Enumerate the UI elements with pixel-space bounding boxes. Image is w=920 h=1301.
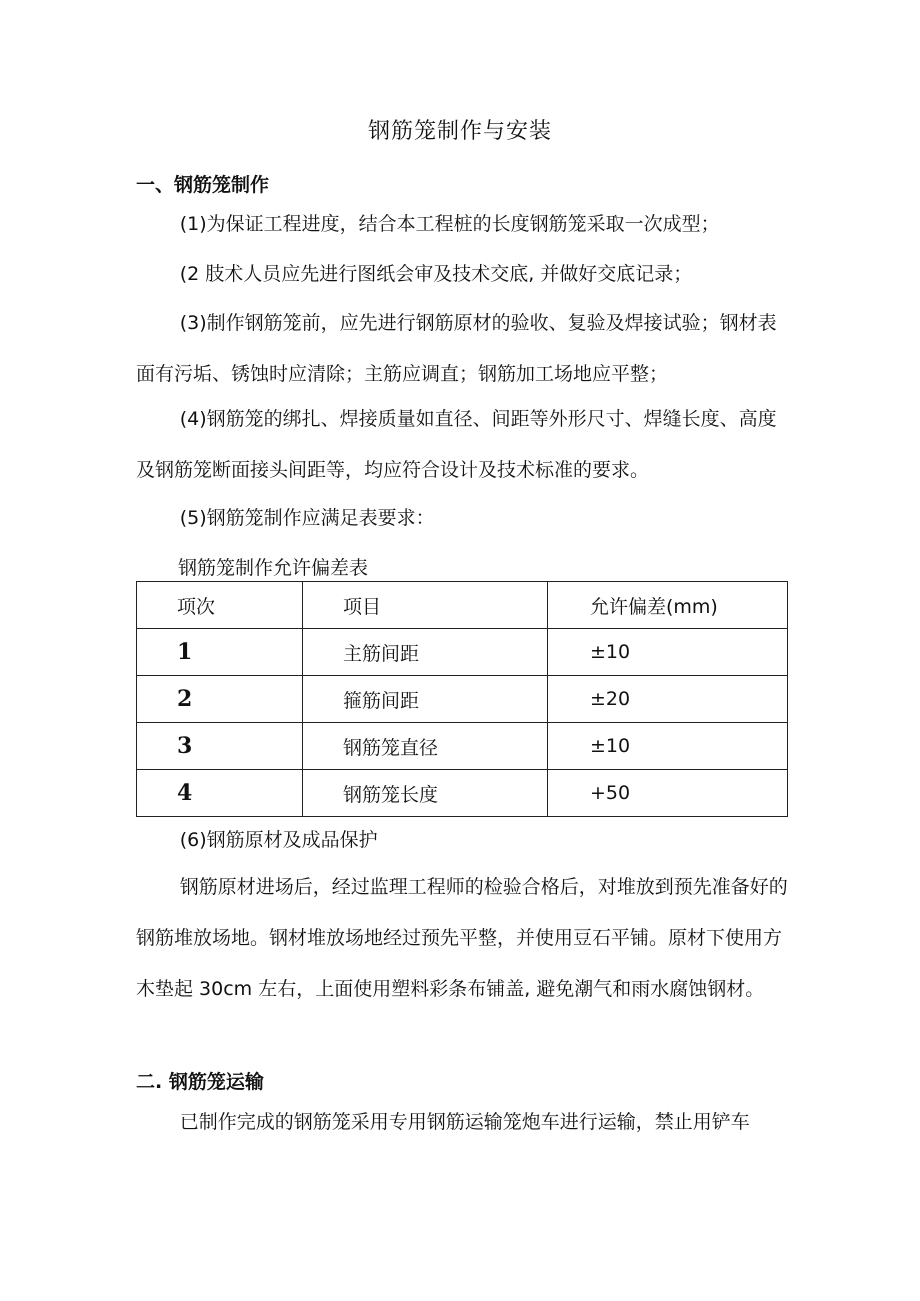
table-header-tolerance: 允许偏差(mm): [548, 582, 788, 629]
table-header-row: [137, 582, 788, 629]
row-item: 钢筋笼直径: [303, 723, 548, 770]
row-item: 主筋间距: [303, 629, 548, 676]
paragraph-transport: 已制作完成的钢筋笼采用专用钢筋运输笼炮车进行运输，禁止用铲车: [179, 1111, 750, 1133]
row-item: 箍筋间距: [303, 676, 548, 723]
paragraph-2: (2 肢术人员应先进行图纸会审及技术交底, 并做好交底记录；: [179, 263, 693, 285]
row-no: 2: [137, 676, 303, 723]
row-no: 3: [137, 723, 303, 770]
paragraph-1: (1)为保证工程进度，结合本工程桩的长度钢筋笼采取一次成型；: [179, 213, 720, 235]
row-tolerance: ±10: [548, 723, 788, 770]
row-no: 4: [137, 770, 303, 817]
table-row: [137, 770, 788, 817]
row-no: 1: [137, 629, 303, 676]
row-tolerance: ±20: [548, 676, 788, 723]
table-row: [137, 723, 788, 770]
table-header-item: 项目: [303, 582, 548, 629]
section-2-heading: 二. 钢筋笼运输: [136, 1071, 264, 1093]
row-tolerance: +50: [548, 770, 788, 817]
paragraph-6: 钢筋原材进场后，经过监理工程师的检验合格后，对堆放到预先准备好的钢筋堆放场地。钢材堆放场地经过预先平整，并使用豆石平铺。原材下使用方木垫起 30cm 左右，上面使用塑料彩条布铺盖, 避免潮气和雨水腐蚀钢材。: [136, 876, 788, 1000]
subheading-6: (6)钢筋原材及成品保护: [179, 829, 378, 851]
document-title: 钢筋笼制作与安装: [367, 119, 552, 144]
paragraph-4: (4)钢筋笼的绑扎、焊接质量如直径、间距等外形尺寸、焊缝长度、高度及钢筋笼断面接头间距等，均应符合设计及技术标准的要求。: [136, 408, 777, 481]
table-header-no: 项次: [137, 582, 303, 629]
table-row: [137, 629, 788, 676]
tolerance-table: [136, 581, 788, 817]
table-caption: 钢筋笼制作允许偏差表: [178, 557, 369, 579]
row-item: 钢筋笼长度: [303, 770, 548, 817]
section-1-heading: 一、钢筋笼制作: [136, 174, 270, 196]
table-row: [137, 676, 788, 723]
row-tolerance: ±10: [548, 629, 788, 676]
paragraph-5: (5)钢筋笼制作应满足表要求：: [179, 507, 435, 529]
paragraph-3: (3)制作钢筋笼前，应先进行钢筋原材的验收、复验及焊接试验；钢材表面有污垢、锈蚀时应清除；主筋应调直；钢筋加工场地应平整；: [136, 312, 777, 385]
